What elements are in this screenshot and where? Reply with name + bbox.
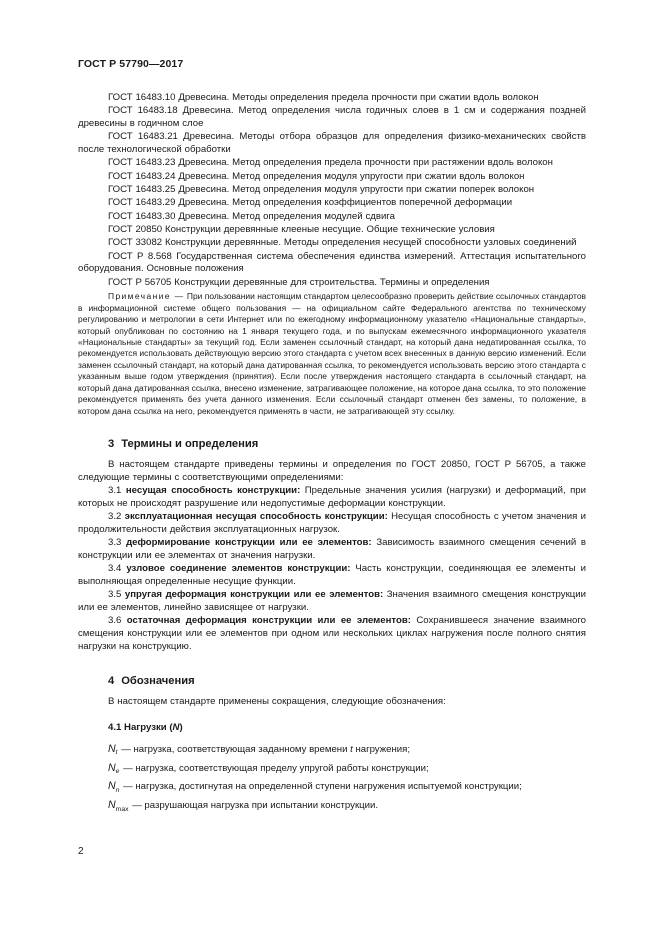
subsection-number: 4.1 [108,721,122,733]
symbol-text: — нагрузка, соответствующая заданному времени [118,743,351,755]
reference-item: ГОСТ 33082 Конструкции деревянные. Методы определения несущей способности узловых соединений [108,237,577,249]
term-name: эксплуатационная несущая способность конструкции: [124,511,388,523]
symbol-definition [78,779,586,798]
section-4-heading [108,675,586,687]
section-4-number: 4 [108,674,115,687]
reference-item: ГОСТ 16483.29 Древесина. Метод определения коэффициентов поперечной деформации [108,197,513,209]
term-text: Значения взаимного смещения конструкции или ее элементов, линейно зависящее от нагрузки. [78,589,586,614]
term-name: упругая деформация конструкции или ее элементов: [124,589,384,601]
symbol-text: — нагрузка, соответствующая пределу упругой работы конструкции; [120,762,429,774]
symbol-tail: нагружения; [352,743,410,755]
symbol-subscript: n [115,786,120,794]
term-number: 3.4 [108,563,122,575]
reference-item: ГОСТ 16483.25 Древесина. Метод определения модуля упругости при сжатии поперек волокон [108,184,535,196]
symbol-subscript: max [115,805,129,813]
section-3-number: 3 [108,437,115,450]
term-text: Несущая способность с учетом значения и продолжительности действия эксплуатационных нагрузок. [78,511,586,535]
term-text: Зависимость взаимного смещения сечений в конструкции или ее элементах от значения нагрузки. [78,537,587,561]
symbol: N [108,761,116,774]
reference-item: ГОСТ 16483.10 Древесина. Методы определения предела прочности при сжатии вдоль волокон [108,92,539,103]
subsection-symbol: N [172,721,180,733]
term-number: 3.2 [108,511,122,523]
reference-item: ГОСТ Р 56705 Конструкции деревянные для строительства. Термины и определения [108,276,490,288]
subsection-4-1-heading [108,722,586,733]
normative-references [78,92,586,289]
term-definition [78,615,586,653]
symbol: N [108,780,116,793]
page-number: 2 [78,846,84,857]
term-name: остаточная деформация конструкции или ее элементов: [126,615,411,627]
section-3-heading [108,438,586,450]
section-4-intro: В настоящем стандарте применены сокращения, следующие обозначения: [108,695,446,707]
symbol-variable: t [350,743,353,755]
note-text: При пользовании настоящим стандартом целесообразно проверить действие ссылочных стандартов в информационной системе общего пользования — на официальном сайте Федерального агентства по техническому регулированию и метрологии в сети Интернет или по ежегодному информационному указателю «Национальные стандарты», который опубликован по состоянию на 1 января текущего года, и по выпускам ежемесячного информационного указателя «Национальные стандарты» за текущий год. Если заменен ссылочный стандарт, на который дана недатированная ссылка, то рекомендуется использовать действующую версию этого стандарта с учетом всех внесенных в данную версию изменений. Если заменен ссылочный стандарт, на который дана датированная ссылка, то рекомендуется использовать версию этого стандарта с указанным выше годом утверждения (принятия). Если после утверждения настоящего стандарта в ссылочный стандарт, на который дана датированная ссылка, внесено изменение, затрагивающее положение, на которое дана ссылка, то это положение рекомендуется применять без учета данного изменения. Если ссылочный стандарт отменен без замены, то положение, в котором дана ссылка на него, рекомендуется применять в части, не затрагивающей эту ссылку. [78,291,586,416]
subsection-title: Нагрузки ( [124,721,173,733]
symbol-subscript: t [115,749,118,757]
section-3-title: Термины и определения [121,437,259,450]
term-definition [78,563,586,589]
symbol-definition [78,742,586,761]
section-4-title: Обозначения [121,674,195,687]
term-number: 3.5 [108,589,122,601]
term-text: Сохранившееся значение взаимного смещения конструкции или ее элементов при одном или нескольких циклах нагружения после полного снятия нагрузки на конструкцию. [78,615,586,653]
section-3-intro: В настоящем стандарте приведены термины и определения по ГОСТ 20850, ГОСТ Р 56705, а также следующие термины с соответствующими определениями: [78,458,586,483]
subsection-close: ) [179,721,183,733]
document-body [78,92,586,817]
term-name: узловое соединение элементов конструкции: [126,563,351,575]
term-definition [78,511,586,537]
reference-item: ГОСТ 16483.24 Древесина. Метод определения модуля упругости при сжатии вдоль волокон [108,170,525,182]
symbol-text: — разрушающая нагрузка при испытании конструкции. [129,800,379,812]
symbol-definition [78,761,586,780]
term-number: 3.6 [108,615,122,627]
term-number: 3.1 [108,485,122,497]
reference-item: ГОСТ 20850 Конструкции деревянные клееные несущие. Общие технические условия [108,223,495,235]
term-name: несущая способность конструкции: [125,485,301,497]
reference-item: ГОСТ Р 8.568 Государственная система обеспечения единства измерений. Аттестация испытательного оборудования. Основные положения [78,250,586,275]
term-text: Предельные значения усилия (нагрузки) и деформаций, при которых не происходят разрушение или недопустимые деформации конструкции. [78,485,587,509]
term-name: деформирование конструкции или ее элементов: [126,537,372,549]
symbol: N [108,799,116,812]
reference-item: ГОСТ 16483.30 Древесина. Метод определения модулей сдвига [108,210,395,222]
term-number: 3.3 [108,537,122,549]
reference-item: ГОСТ 16483.18 Древесина. Метод определения числа годичных слоев в 1 см и содержания поздней древесины в годичном слое [78,105,586,130]
note-lead: Примечание — [108,291,185,302]
symbol: N [108,742,116,755]
document-header: ГОСТ Р 57790—2017 [78,58,184,70]
term-definition [78,485,586,511]
note-paragraph [78,291,586,416]
symbol-subscript: e [115,768,120,776]
term-definition [78,589,586,615]
term-text: Часть конструкции, соединяющая ее элементы и выполняющая определенные несущие функции. [78,563,586,588]
term-definition [78,537,586,563]
reference-item: ГОСТ 16483.21 Древесина. Методы отбора образцов для определения физико-механических свойств после технологической обработки [78,131,586,156]
symbol-text: — нагрузка, достигнутая на определенной ступени нагружения испытуемой конструкции; [120,781,522,793]
reference-item: ГОСТ 16483.23 Древесина. Метод определения предела прочности при растяжении вдоль волокон [108,157,553,169]
symbol-definition [78,798,586,817]
